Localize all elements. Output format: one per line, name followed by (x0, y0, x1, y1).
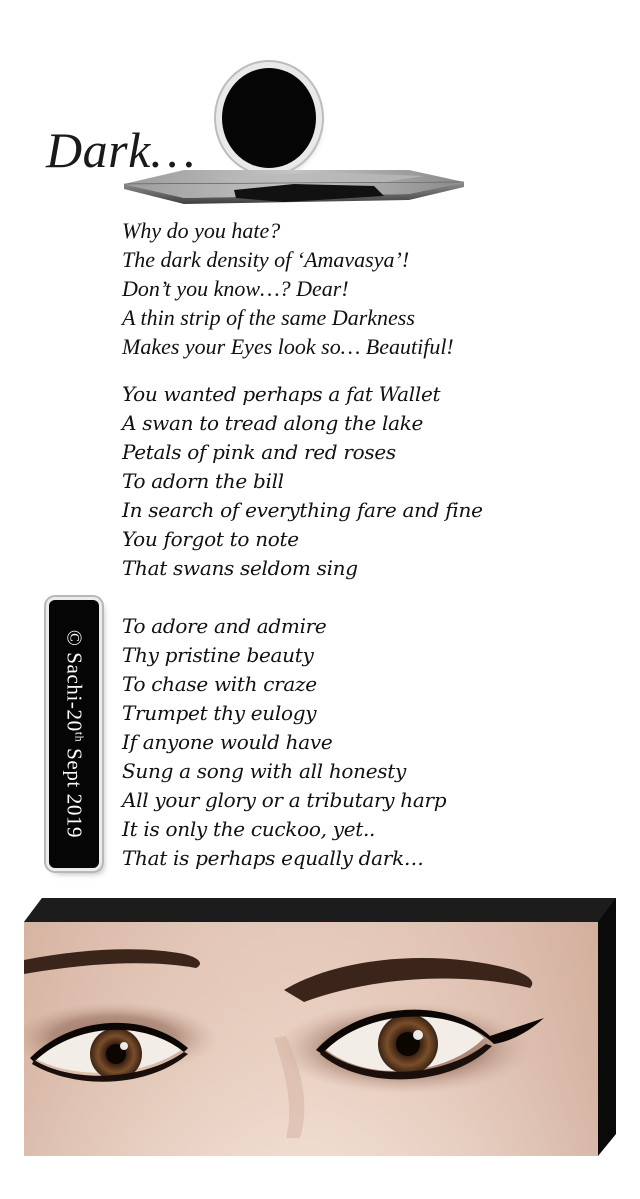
poem-line: Trumpet thy eulogy (122, 701, 317, 725)
poem-line: In search of everything fare and fine (122, 498, 483, 522)
poem-line: Petals of pink and red roses (122, 440, 396, 464)
copyright-text: © Sachi-20th Sept 2019 (62, 629, 87, 839)
poem-line: To chase with craze (122, 672, 317, 696)
poem-line: That is perhaps equally dark… (122, 846, 424, 870)
poem-line: A thin strip of the same Darkness (122, 305, 415, 330)
poem-line: The dark density of ‘Amavasya’! (122, 247, 410, 272)
moon-pedestal-graphic (124, 156, 464, 214)
stanza-3 (122, 612, 446, 873)
poem-line: Don’t you know…? Dear! (122, 276, 349, 301)
poem-line: If anyone would have (122, 730, 333, 754)
poem-line: All your glory or a tributary harp (122, 788, 447, 812)
stanza-1 (122, 216, 454, 361)
poem-line: You forgot to note (122, 527, 299, 551)
poem-line: To adorn the bill (122, 469, 284, 493)
poem-line: Makes your Eyes look so… Beautiful! (122, 334, 454, 359)
poem-line: Sung a song with all honesty (122, 759, 406, 783)
stanza-2 (122, 380, 483, 583)
eyes-photo (24, 898, 616, 1156)
poem-line: You wanted perhaps a fat Wallet (122, 382, 441, 406)
poem-line: It is only the cuckoo, yet.. (122, 817, 376, 841)
poem-line: Thy pristine beauty (122, 643, 314, 667)
poem-line: A swan to tread along the lake (122, 411, 424, 435)
poem-line: Why do you hate? (122, 218, 281, 243)
poem-title: Dark… (46, 122, 196, 178)
poem-line: That swans seldom sing (122, 556, 358, 580)
copyright-badge (49, 600, 99, 868)
poem-line: To adore and admire (122, 614, 327, 638)
